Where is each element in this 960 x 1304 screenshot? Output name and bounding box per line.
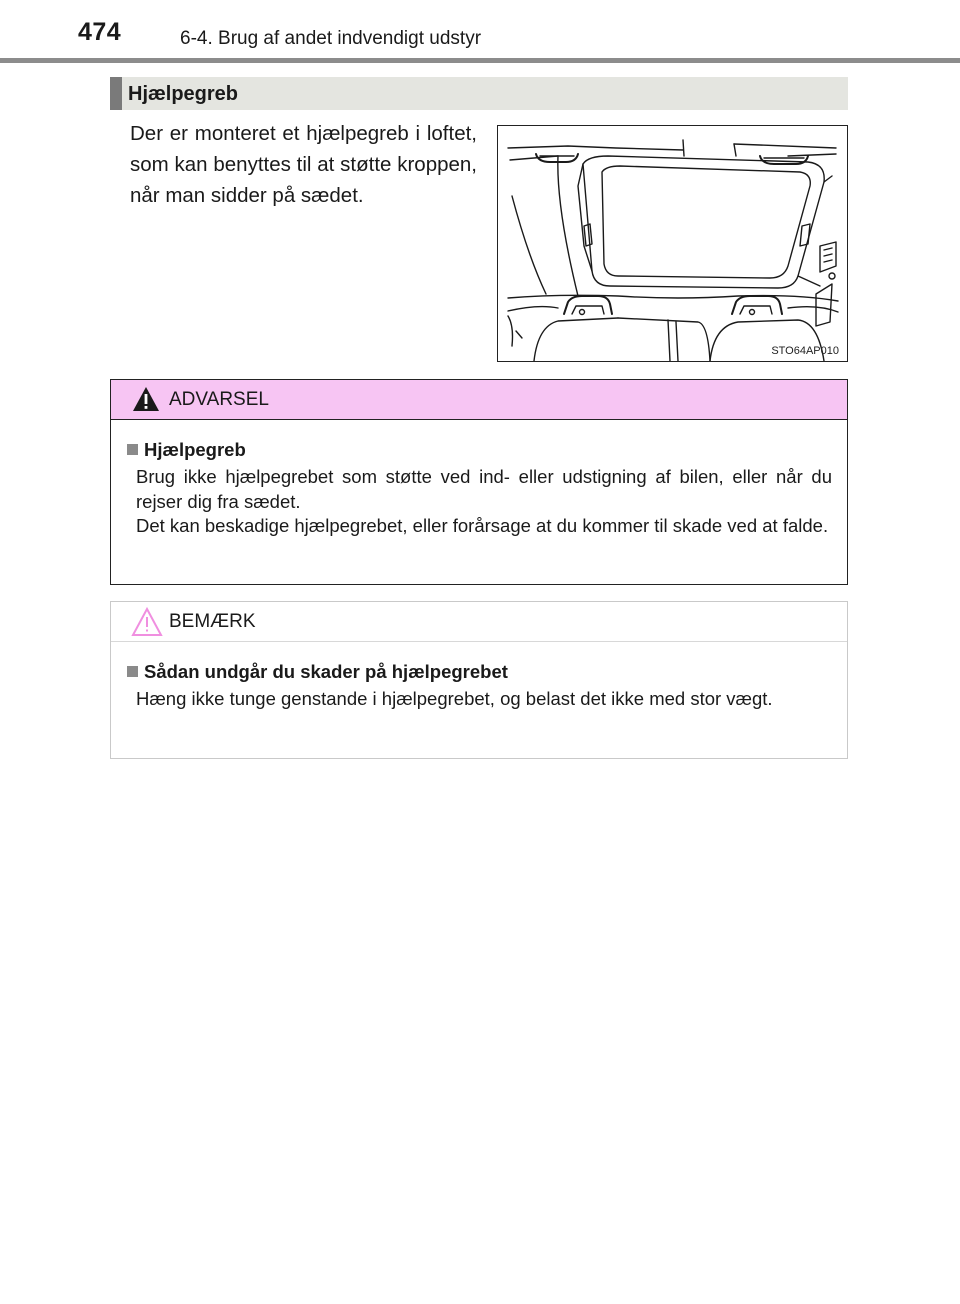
warning-box	[110, 379, 848, 585]
assist-grip-illustration	[497, 125, 848, 362]
warning-subheading-text: Hjælpegreb	[144, 439, 246, 460]
section-heading-bar	[110, 77, 122, 110]
notice-body	[136, 687, 832, 712]
warning-header	[111, 380, 847, 420]
square-bullet-icon	[127, 444, 138, 455]
notice-paragraph: Hæng ikke tunge genstande i hjælpegrebet, og belast det ikke med stor vægt.	[136, 688, 773, 709]
car-ceiling-drawing	[498, 126, 847, 361]
intro-paragraph: Der er monteret et hjælpegreb i loftet, som kan benyttes til at støtte kroppen, når man sidder på sædet.	[130, 122, 477, 207]
header-rule	[0, 58, 960, 63]
warning-paragraph: Det kan beskadige hjælpegrebet, eller forårsage at du kommer til skade ved at falde.	[136, 515, 829, 536]
notice-label: BEMÆRK	[169, 611, 256, 632]
warning-paragraph: Brug ikke hjælpegrebet som støtte ved ind- eller udstigning af bilen, eller når du rejser dig fra sædet.	[136, 466, 832, 512]
section-heading	[110, 77, 848, 110]
page-number: 474	[78, 18, 122, 46]
notice-subheading-text: Sådan undgår du skader på hjælpegrebet	[144, 661, 508, 682]
figure-code: STO64AP010	[771, 345, 839, 357]
section-title: Hjælpegreb	[128, 83, 239, 105]
notice-subheading	[127, 661, 508, 683]
warning-body	[136, 465, 832, 539]
warning-subheading	[127, 439, 246, 461]
notice-box	[110, 601, 848, 759]
warning-triangle-icon	[131, 385, 161, 413]
square-bullet-icon	[127, 666, 138, 677]
notice-header	[111, 602, 847, 642]
page-header	[0, 0, 960, 62]
warning-label: ADVARSEL	[169, 389, 269, 410]
notice-triangle-icon	[131, 607, 163, 637]
chapter-title: 6-4. Brug af andet indvendigt udstyr	[180, 28, 482, 49]
